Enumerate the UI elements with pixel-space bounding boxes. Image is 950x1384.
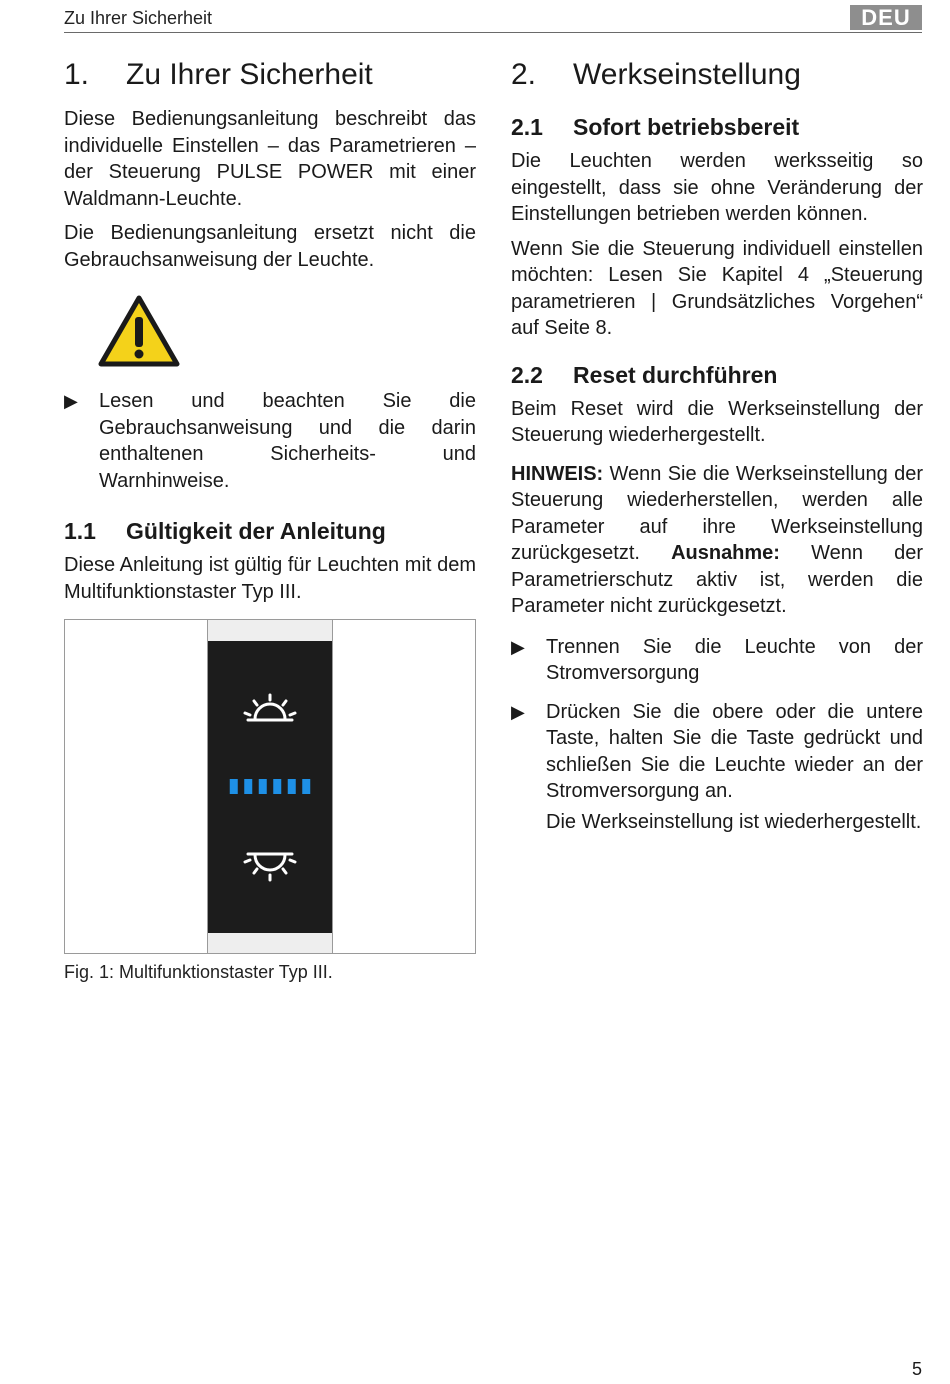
note-paragraph [511, 461, 923, 620]
indicator-segment [259, 779, 267, 794]
figure-caption: Fig. 1: Multifunktionstaster Typ III. [64, 962, 333, 982]
header-title: Zu Ihrer Sicherheit [64, 8, 213, 28]
section-2-heading [511, 56, 923, 94]
section-2-2-number: 2.2 [511, 361, 543, 388]
section-2-2-title: Reset durchführen [573, 361, 778, 388]
indicator-segment [288, 779, 296, 794]
page-header [64, 4, 922, 33]
arrow-icon: ▶ [64, 391, 78, 411]
indicator-segment [273, 779, 281, 794]
language-badge: DEU [850, 5, 922, 30]
section-2-1-title: Sofort betriebsbereit [573, 114, 800, 140]
light-up-icon [245, 695, 295, 720]
safety-step-text: Lesen und beachten Sie die Gebrauchsanweisung und die darin enthaltenen Sicherheits- und Warnhinweise. [99, 390, 476, 492]
section-2-1-paragraph-1: Die Leuchten werden werksseitig so eingestellt, dass sie ohne Veränderung der Einstellungen betrieben werden können. [511, 150, 923, 225]
reset-result-text: Die Werkseinstellung ist wiederhergestellt. [546, 810, 922, 833]
section-1-number: 1. [64, 58, 90, 91]
section-2-number: 2. [511, 58, 537, 91]
section-2-title: Werkseinstellung [573, 58, 801, 91]
section-1-1-number: 1.1 [64, 518, 96, 544]
section-1-title: Zu Ihrer Sicherheit [126, 58, 373, 91]
arrow-icon: ▶ [511, 701, 525, 722]
section-1-1-heading [64, 516, 476, 546]
button-panel-graphic [208, 641, 332, 933]
section-2-1-heading [511, 112, 923, 142]
page-number: 5 [911, 1359, 922, 1379]
indicator-segment [302, 779, 310, 794]
reset-result [511, 809, 923, 836]
section-1-paragraph-1: Diese Bedienungsanleitung beschreibt das individuelle Einstellen – das Parametrieren – der Steuerung PULSE POWER mit einer Waldmann-Leuchte. [64, 108, 476, 210]
section-1-1-paragraph: Diese Anleitung ist gültig für Leuchten mit dem Multifunktionstaster Typ III. [64, 554, 476, 603]
warning-triangle-icon [98, 295, 180, 367]
safety-step [64, 388, 476, 494]
indicator-segment [230, 779, 238, 794]
right-column [511, 56, 923, 847]
section-2-2-heading [511, 360, 923, 390]
brightness-indicator [230, 779, 311, 794]
figure-multifunction-button [64, 619, 476, 954]
indicator-segment [244, 779, 252, 794]
arrow-icon: ▶ [511, 636, 525, 657]
exception-text: Wenn der Parametrierschutz aktiv ist, werden die Parameter nicht zurückgesetzt. [511, 542, 923, 617]
section-1-1-title: Gültigkeit der Anleitung [126, 518, 386, 544]
section-1-paragraph-2: Die Bedienungsanleitung ersetzt nicht die Gebrauchsanweisung der Leuchte. [64, 222, 476, 271]
reset-step-1-text: Trennen Sie die Leuchte von der Stromversorgung [546, 635, 923, 684]
button-panel [208, 641, 332, 933]
note-text: Wenn Sie die Werkseinstellung der Steuerung wiederherstellen, werden alle Parameter auf ihre Werkseinstellung zurückgesetzt. [511, 462, 923, 564]
exception-label: Ausnahme: [671, 542, 780, 564]
section-2-1-number: 2.1 [511, 114, 543, 140]
reset-step-2 [511, 699, 923, 805]
reset-step-1 [511, 634, 923, 687]
section-2-1-paragraph-2: Wenn Sie die Steuerung individuell einstellen möchten: Lesen Sie Kapitel 4 „Steuerung parametrieren | Grundsätzliches Vorgehen“ auf Seite 8. [511, 237, 923, 339]
note-label: HINWEIS: [511, 462, 604, 485]
reset-step-2-text: Drücken Sie die obere oder die untere Taste, halten Sie die Taste gedrückt und schließen Sie die Leuchte wieder an der Stromversorgung an. [546, 700, 923, 802]
light-down-icon [245, 854, 295, 880]
section-2-2-paragraph-1: Beim Reset wird die Werkseinstellung der Steuerung wiederhergestellt. [511, 397, 923, 446]
section-1-heading [64, 56, 476, 94]
left-column [64, 56, 476, 983]
